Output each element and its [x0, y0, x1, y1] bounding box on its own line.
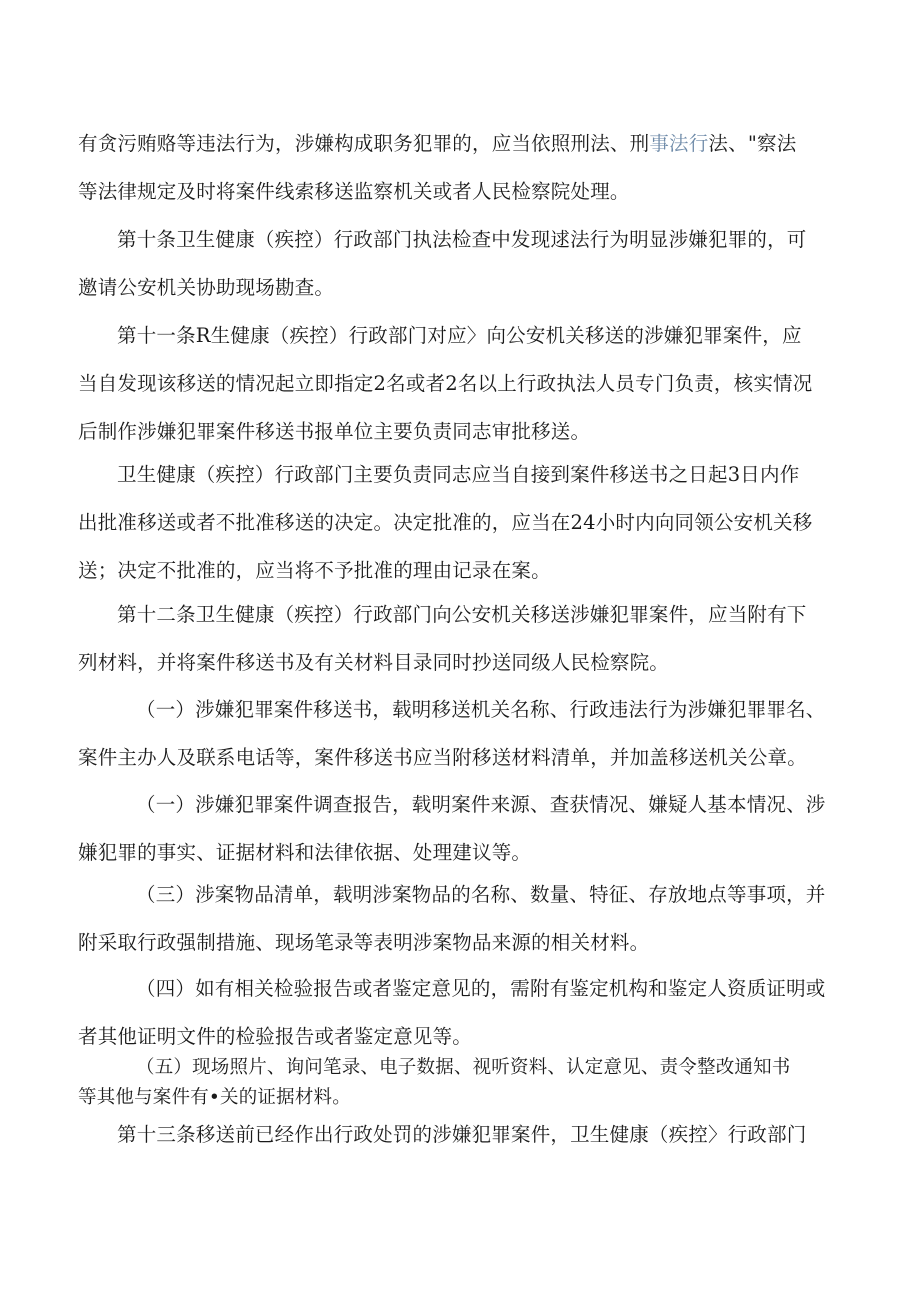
text-line: 后制作涉嫌犯罪案件移送书报单位主要负责同志审批移送。 — [78, 420, 591, 443]
text-line: （四）如有相关检验报告或者鉴定意见的，需附有鉴定机构和鉴定人资质证明或 — [136, 977, 826, 1000]
paragraph-continuation — [78, 120, 838, 216]
text-line: （五）现场照片、询问笔录、电子数据、视听资料、认定意见、责令整改通知书 — [136, 1057, 791, 1078]
article-11 — [78, 312, 838, 456]
text-line: 第十条卫生健康（疾控）行政部门执法检查中发现逑法行为明显涉嫌犯罪的，可 — [117, 228, 807, 251]
text-line: 卫生健康（疾控）行政部门主要负责同志应当自接到案件移送书之日起3日内作 — [117, 463, 800, 486]
text-line: 当自发现该移送的情况起立即指定2名或者2名以上行政执法人员专门负责，核实情况 — [78, 372, 813, 395]
text-line: 嫌犯罪的事实、证据材料和法律依据、处理建议等。 — [78, 841, 532, 864]
text-line: 出批准移送或者不批准移送的决定。决定批准的，应当在24小时内向同领公安机关移 — [78, 511, 813, 534]
article-10 — [78, 216, 838, 312]
article-12-item-2 — [78, 781, 838, 877]
article-12 — [78, 591, 838, 687]
text-segment: 有贪污贿赂等违法行为，涉嫌构成职务犯罪的，应当依照刑法、刑 — [78, 132, 650, 155]
text-line: 第十二条卫生健康（疾控）行政部门向公安机关移送涉嫌犯罪案件，应当附有下 — [117, 603, 807, 626]
text-line: （三）涉案物品清单，载明涉案物品的名称、数量、特征、存放地点等事项，并 — [136, 883, 826, 906]
text-line: 送；决定不批准的，应当将不予批准的理由记录在案。 — [78, 559, 551, 582]
article-12-item-1 — [78, 686, 838, 782]
text-line: 案件主办人及联系电话等，案件移送书应当附移送材料清单，并加盖移送机关公章。 — [78, 746, 807, 769]
text-line: 者其他证明文件的检验报告或者鉴定意见等。 — [78, 1025, 473, 1048]
text-line: 邀请公安机关协助现场勘查。 — [78, 276, 335, 299]
article-12-item-4 — [78, 965, 838, 1061]
text-segment: 法、"察法 — [708, 132, 797, 155]
text-line: 附采取行政强制措施、现场笔录等表明涉案物品来源的相关材料。 — [78, 931, 650, 954]
faint-text-segment: 事法行 — [649, 132, 709, 155]
text-line: 第十三条移送前已经作出行政处罚的涉嫌犯罪案件，卫生健康（疾控〉行政部门 — [117, 1123, 807, 1146]
article-12-item-3 — [78, 871, 838, 967]
text-line: 等其他与案件有•关的证据材料。 — [78, 1087, 351, 1108]
text-line — [78, 120, 838, 168]
text-line: 列材料，并将案件移送书及有关材料目录同时抄送同级人民检察院。 — [78, 651, 670, 674]
article-12-item-5 — [78, 1053, 838, 1113]
article-13 — [78, 1111, 838, 1159]
text-line: 等法律规定及时将案件线索移送监察机关或者人民检察院处理。 — [78, 180, 630, 203]
text-line: （一）涉嫌犯罪案件移送书，载明移送机关名称、行政违法行为涉嫌犯罪罪名、 — [136, 698, 826, 721]
text-line: （一）涉嫌犯罪案件调查报告，载明案件来源、查获情况、嫌疑人基本情况、涉 — [136, 793, 826, 816]
text-line: 第十一条R生健康（疾控）行政部门对应〉向公安机关移送的涉嫌犯罪案件，应 — [117, 324, 802, 347]
article-11-paragraph-2 — [78, 451, 838, 595]
